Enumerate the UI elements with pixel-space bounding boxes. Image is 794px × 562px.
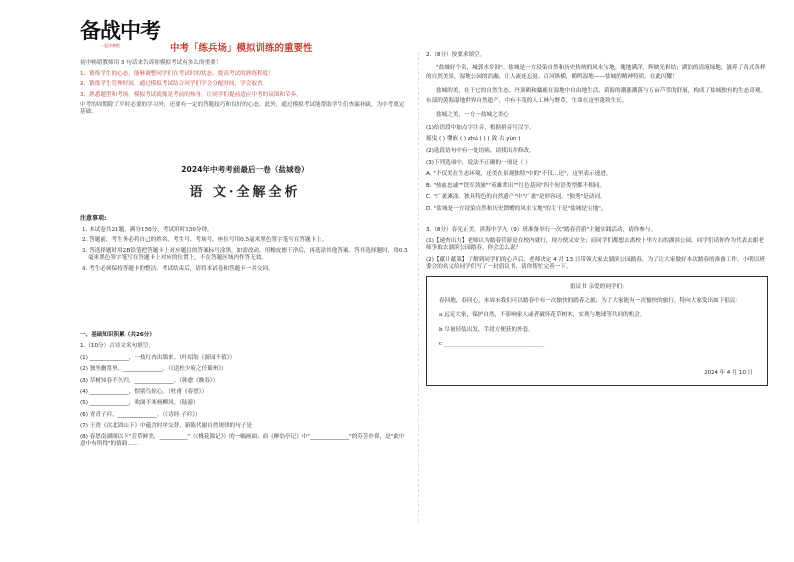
fill-line: (8) 春思南湖图以下"芳草鲜美，__________"（《桃花源记》）的一幅画面；而《醉翁亭记》中"______________"的芬芳扑鼻，是"此中意中有所得"的情韵…… — [80, 434, 405, 448]
intro-block — [80, 60, 410, 120]
intro-point-1: 1、锻炼学生的心态，能够调整同学们在考试时的状态，提高考试的熟练程度！ — [80, 70, 274, 77]
intro-point-2: 2、锻炼学生管理时间，通过模拟考试结合同学们学会分配时间，学会取舍。 — [80, 81, 269, 88]
exam-title: 2024年中考考前最后一卷（盐城卷） — [181, 165, 309, 174]
question-3-part-1: (1)【速查出力】老师认为踏春营游是在校内就行，现方便又安全；而同学们都想去离校十里左右的湖滨公园。同学们请你作为代表去跟老师争取去湖滨公园踏春，你会怎么说？ — [426, 238, 764, 252]
sub-question-3: (3)下列选项中，说法不正确的一项是（ ） — [426, 159, 531, 166]
letter-body: 春回地，春回心。本周末我们可以踏春中有一次愉快的踏春之旅，为了大家能有一次愉快的旅行，特向大家发出如下倡议： — [439, 297, 742, 304]
section-basic-knowledge — [80, 332, 410, 453]
fill-line: (7) 王湾《次北固山下》中蕴含时序交替、新陈代谢自然规律的句子是 — [80, 423, 252, 429]
passage-paragraph: 盐城的美，在于它的自然生态。丹顶鹤和麋鹿在湿地中自由地生活，黄海的潮涨潮落与万亩芦苇的舒展，构成了盐城独有的生态奇观。东部的黄海湿地世界自然遗产，中有丰茂的人工林与野草，生命在这里蓬勃生长。 — [426, 88, 767, 104]
fill-line: (5) ______________，吹面不寒杨柳风。（陆游） — [80, 400, 199, 407]
notice-item: 3. 答选择题时用2B铅笔把答题卡上对应题目的答案标号涂黑，如需改动，用橡皮擦干净后，再选涂其他答案。答非选择题时，用0.5毫米黑色签字笔写在答题卡上对应的位置上，不在答题区域内作答无效。 — [82, 248, 408, 262]
intro-lead: 初中畅销教师用 3 句话来告诉你模拟考试有多么的重要！ — [80, 60, 222, 66]
pinyin-row: 摇曳 ( ) 懂嵌 ( ) zhú ( ) ( 敛 古 yùn ) — [426, 136, 521, 143]
logo-text: 备战中考 — [80, 18, 160, 43]
fill-line: (2) 独坐幽篁里，______________。（《送杜少府之任蜀州》） — [80, 366, 227, 373]
passage-paragraph: 盐城之美，一方一盐城之美心 — [436, 111, 509, 118]
intro-summary: 中考的周期除了平时必要的学习外，还要有一定的答题技巧和良好的心态。此外，通过模拟考试能帮助学生们查漏补缺，为中考奠定基础。 — [80, 102, 405, 116]
question-1: 1.（10分）古诗文名句填空。 — [80, 343, 154, 350]
logo-subtitle: 一起冲刺吧 — [100, 43, 120, 48]
sub-question-2: (2)选段语句中有一处语病，请找出并修改。 — [426, 148, 535, 155]
notice-item: 2. 答题前，考生务必将自己的姓名、考生号、考场号、座位号用0.5毫米黑色签字笔写在答题卡上。 — [82, 237, 328, 244]
question-3-part-2: (2)【献计献策】了解到同学们的心声后，老师决定 4 月 13 日带领大家去湖滨公园踏春，为了让大家做好本次踏春的准备工作，小明以班委会的名义给同学们写了一封倡议书，请你帮忙完善一下。 — [426, 257, 765, 271]
option-b: B. "热血忠诚""铁军劲旅""英雄辈出""红色基因"四个短语类型都不相同。 — [426, 182, 606, 189]
letter-date: 2024 年 4 月 10 日 — [704, 369, 753, 376]
right-column — [426, 52, 768, 391]
letter-item-c: c ____________________________________ — [439, 341, 545, 348]
notice-heading: 注意事项: — [80, 215, 107, 222]
exam-subtitle: 语 文·全解全析 — [189, 185, 301, 200]
question-3-heading: 3.（8分）春光正美，滨海中学九（9）班准备举行一次"踏春营游"主题实践活动，请你参与。 — [426, 226, 657, 233]
sub-question-1: (1)给语段中加点字注音，根据拼音写汉字。 — [426, 124, 535, 131]
option-c: C. "广袤滩涂、独具特色的自然遗产"中"广袤"是形容词，"独秀"是动词。 — [426, 194, 606, 201]
letter-item-a: a 远足大家，保护自然，不影响家人或者破坏花草树木，实现与地球等共同的机会。 — [439, 312, 646, 319]
intro-point-3: 3、熟悉题型和考场。模拟考试就像是考前的热身，让同学们提前适应中考的氛围和节奏， — [80, 91, 302, 98]
question-2-heading: 2.（8分）按要求填空。 — [426, 52, 486, 58]
notice-item: 4. 考生必须保持答题卡的整洁。考试结束后，请将本试卷和答题卡一并交回。 — [82, 266, 274, 273]
notice-block — [80, 215, 410, 277]
letter-title: 倡议书 亲爱的同学们: — [569, 283, 624, 290]
option-a: A. "不仅美在生态环境，还美在景观独特"中的"不仅…还"，这里表示递进。 — [426, 171, 612, 178]
option-d: D. "盐城是一方浸染自然和历史馈赠的风水宝地"的主干是"盐城是宝地"。 — [426, 205, 607, 212]
reading-passage — [426, 64, 768, 121]
logo — [80, 18, 162, 46]
column-divider — [418, 52, 419, 522]
fill-line: (3) 草树知春不久归，______________。（韩愈《晚春》） — [80, 377, 219, 384]
question-3 — [426, 227, 768, 386]
fill-line: (6) 青青子衿，______________。（《诗经·子衿》） — [80, 411, 201, 418]
proposal-letter-box — [426, 276, 768, 386]
question-2 — [426, 52, 768, 213]
fill-line: (1) ______________，一枝红杏出墙来。（叶绍翁《游园不值》） — [80, 354, 236, 361]
fill-line: (4) ______________，恨别鸟惊心。（杜甫《春望》） — [80, 388, 208, 395]
section-heading: 一、基础知识积累（共26分） — [80, 332, 155, 338]
banner-title: 中考「练兵场」模拟训练的重要性 — [170, 43, 313, 54]
passage-paragraph: "盐城好个名，城郭水乡间"。盐城是一方浸染自然和历史传统的风水宝地。瑰地满洋，辉映光彩结；湖泊的清流绿地，滋养了各式各样的自然美景，湿地公园的浩瀚，让人流连忘返。百河纵横，鹤鸣湿地——盐城的精神特质，在此闪耀！ — [426, 64, 766, 81]
letter-item-b: b 尽量轻装出发，手段方便获的外套。 — [439, 326, 534, 333]
notice-item: 1. 本试卷共21题，满分150分，考试用时150分钟。 — [82, 226, 213, 233]
